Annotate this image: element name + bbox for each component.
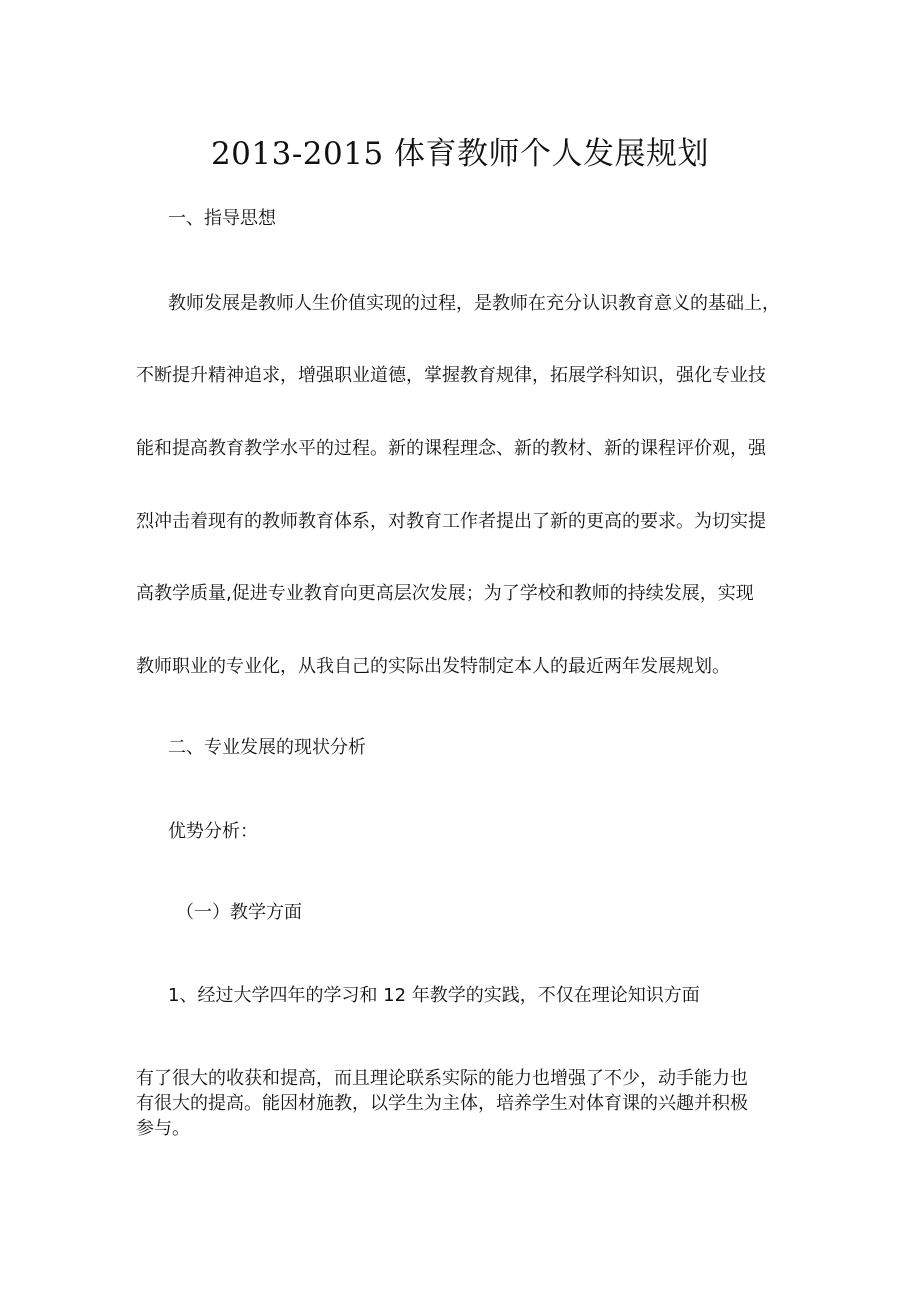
- paragraph-line: 不断提升精神追求，增强职业道德，掌握教育规律，拓展学科知识，强化专业技: [136, 365, 766, 386]
- subheading-advantage-analysis: 优势分析：: [168, 821, 258, 842]
- section-heading-status-analysis: 二、专业发展的现状分析: [168, 737, 366, 758]
- subsection-teaching: （一）教学方面: [176, 902, 302, 923]
- document-title: 2013-2015 体育教师个人发展规划: [210, 136, 710, 172]
- list-item-continuation: 参与。: [136, 1118, 190, 1139]
- paragraph-line: 教师职业的专业化，从我自己的实际出发特制定本人的最近两年发展规划。: [136, 656, 730, 677]
- list-item-first-line: 1、经过大学四年的学习和 12 年教学的实践，不仅在理论知识方面: [168, 985, 700, 1006]
- paragraph-line: 能和提高教育教学水平的过程。新的课程理念、新的教材、新的课程评价观，强: [136, 438, 766, 459]
- list-item-continuation: 有很大的提高。能因材施教，以学生为主体，培养学生对体育课的兴趣并积极: [136, 1093, 748, 1114]
- paragraph-line: 烈冲击着现有的教师教育体系，对教育工作者提出了新的更高的要求。为切实提: [136, 511, 766, 532]
- section-heading-guiding-thought: 一、指导思想: [168, 208, 276, 229]
- list-item-continuation: 有了很大的收获和提高，而且理论联系实际的能力也增强了不少，动手能力也: [136, 1068, 748, 1089]
- paragraph-line: 教师发展是教师人生价值实现的过程，是教师在充分认识教育意义的基础上，: [168, 293, 780, 314]
- paragraph-line: 高教学质量,促进专业教育向更高层次发展；为了学校和教师的持续发展，实现: [136, 583, 754, 604]
